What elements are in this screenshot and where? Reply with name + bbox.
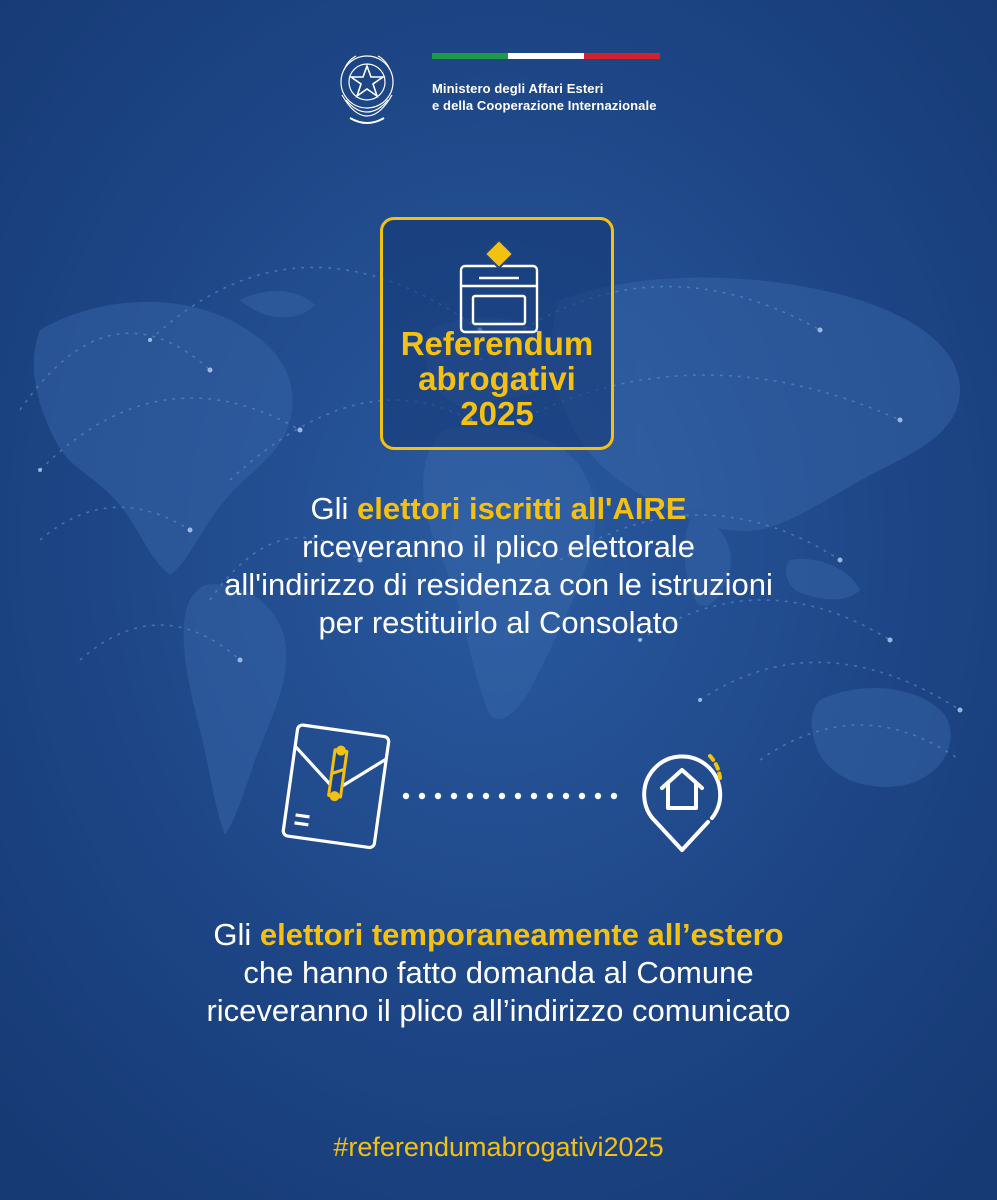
- title-line-1: Referendum: [400, 325, 594, 362]
- aire-voters-paragraph: [0, 490, 997, 642]
- aire-line-4: per restituirlo al Consolato: [318, 605, 679, 640]
- aire-prefix: Gli: [310, 491, 357, 526]
- envelope-icon: [268, 712, 400, 860]
- italian-flag-stripe: [432, 53, 660, 59]
- title-line-3: 2025: [460, 395, 534, 432]
- flag-white: [508, 53, 584, 59]
- dotted-connector: [400, 788, 622, 804]
- aire-line-2: riceveranno il plico elettorale: [302, 529, 695, 564]
- flag-red: [584, 53, 660, 59]
- ministry-line-1: Ministero degli Affari Esteri: [432, 81, 604, 96]
- home-location-pin-icon: [632, 738, 736, 858]
- aire-highlight: elettori iscritti all'AIRE: [356, 491, 687, 526]
- title-box: [380, 217, 614, 450]
- temporary-line-3: riceveranno il plico all’indirizzo comunicato: [206, 993, 791, 1028]
- temporary-line-2: che hanno fatto domanda al Comune: [243, 955, 754, 990]
- title-line-2: abrogativi: [418, 360, 576, 397]
- title: [383, 326, 611, 431]
- temporary-highlight: elettori temporaneamente all’estero: [259, 917, 784, 952]
- ministry-name: [432, 80, 657, 114]
- hashtag: #referendumabrogativi2025: [333, 1132, 664, 1162]
- italian-republic-emblem-icon: [334, 40, 400, 130]
- flag-green: [432, 53, 508, 59]
- aire-line-1: [0, 490, 997, 528]
- aire-line-3: all'indirizzo di residenza con le istruzioni: [224, 567, 773, 602]
- ministry-line-2: e della Cooperazione Internazionale: [432, 98, 657, 113]
- temporary-voters-paragraph: [0, 916, 997, 1030]
- temporary-line-1: [0, 916, 997, 954]
- temporary-prefix: Gli: [213, 917, 260, 952]
